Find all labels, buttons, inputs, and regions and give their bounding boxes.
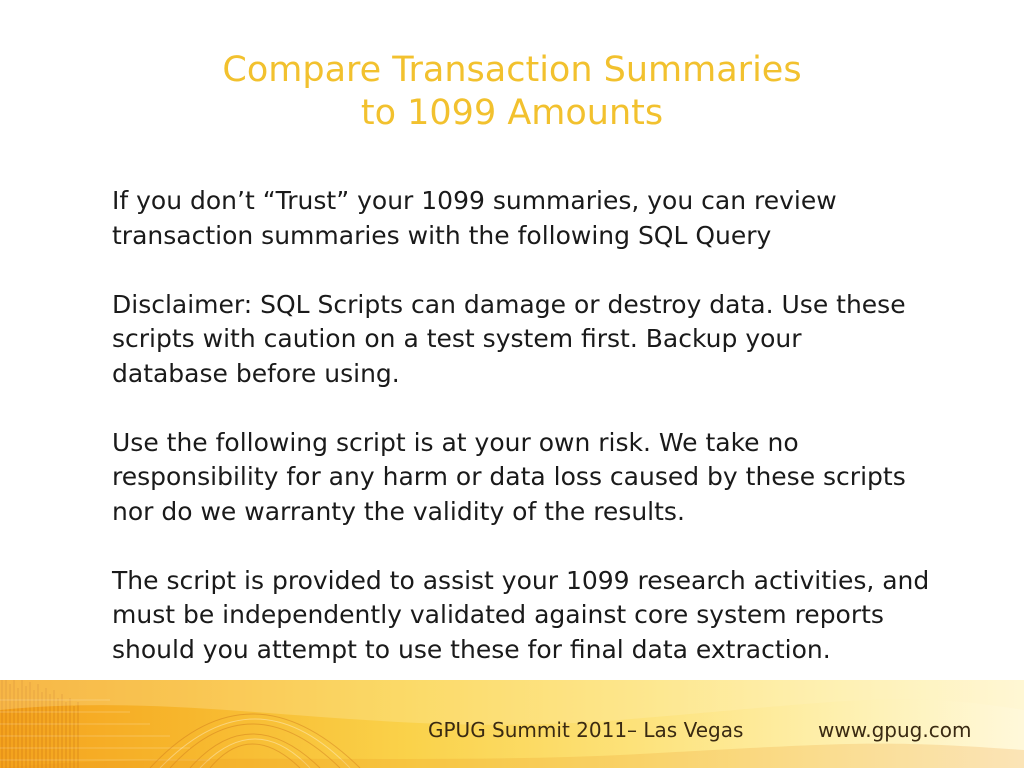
slide-title xyxy=(0,49,1024,135)
slide-title-line-1: Compare Transaction Summaries xyxy=(222,50,802,91)
footer-event-label: GPUG Summit 2011– Las Vegas xyxy=(428,718,744,742)
paragraph-disclaimer: Disclaimer: SQL Scripts can damage or destroy data. Use these scripts with caution on a test system first. Backup your database before using. xyxy=(112,289,906,388)
paragraph-validation: The script is provided to assist your 1099 research activities, and must be independently validated against core system reports should you attempt to use these for final data extraction. xyxy=(112,565,930,664)
footer-website-link[interactable]: www.gpug.com xyxy=(818,718,972,742)
paragraph-trust-summaries: If you don’t “Trust” your 1099 summaries, you can review transaction summaries with the following SQL Query xyxy=(112,186,837,250)
paragraph-risk: Use the following script is at your own risk. We take no responsibility for any harm or data loss caused by these scripts nor do we warranty the validity of the results. xyxy=(112,427,906,526)
slide-body xyxy=(112,184,992,667)
slide-title-line-2: to 1099 Amounts xyxy=(360,93,664,134)
